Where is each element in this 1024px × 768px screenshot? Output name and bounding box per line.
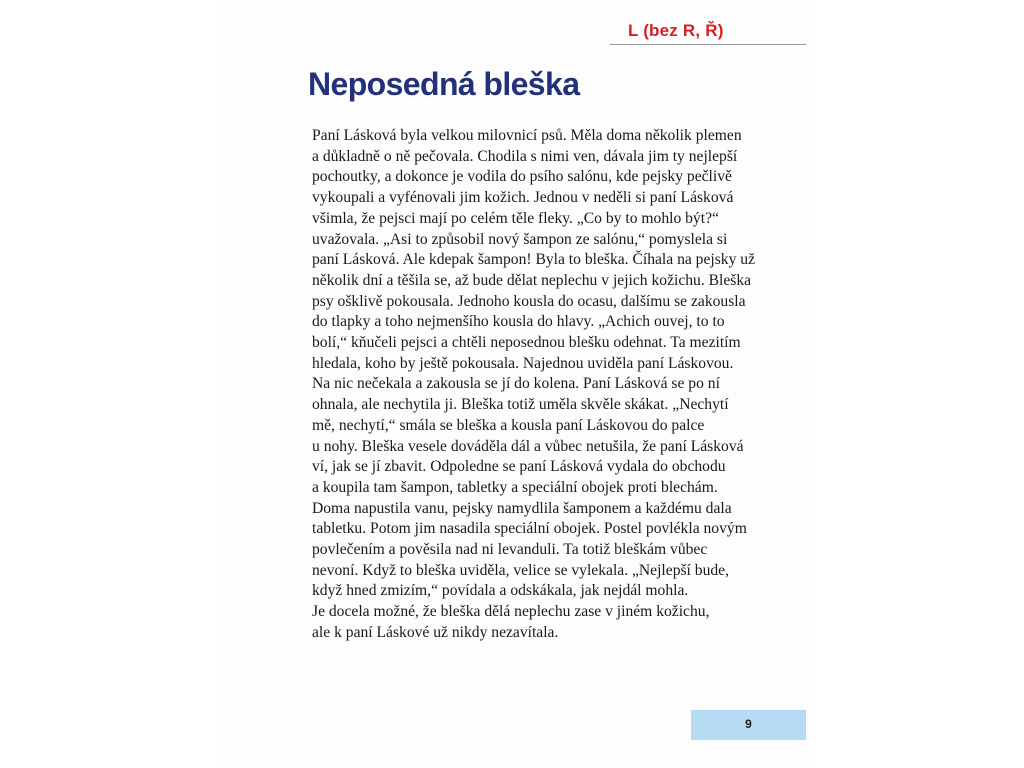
text-line: několik dní a těšila se, až bude dělat neplechu v jejich kožichu. Bleška	[312, 271, 752, 289]
text-line: povlečením a pověsila nad ni levanduli. Ta totiž bleškám vůbec	[312, 541, 708, 559]
text-line: všimla, že pejsci mají po celém těle fleky. „Co by to mohlo být?“	[312, 209, 719, 227]
text-line: Paní Lásková byla velkou milovnicí psů. Měla doma několik plemen	[312, 127, 742, 144]
text-line: ale k paní Láskové už nikdy nezavítala.	[312, 623, 559, 641]
text-line: když hned zmizím,“ povídala a odskákala, jak nejdál mohla.	[312, 582, 689, 600]
text-line: vykoupali a vyfénovali jim kožich. Jednou v neděli si paní Lásková	[312, 189, 734, 207]
story-text	[312, 126, 756, 644]
text-line: hledala, koho by ještě pokousala. Najednou uviděla paní Láskovou.	[312, 354, 734, 372]
story-title: Neposedná bleška	[308, 66, 580, 102]
text-line: uvažovala. „Asi to způsobil nový šampon ze salónu,“ pomyslela si	[312, 230, 728, 248]
text-line: pochoutky, a dokonce je vodila do psího salónu, kde pejsky pečlivě	[312, 168, 732, 186]
text-line: Doma napustila vanu, pejsky namydlila šamponem a každému dala	[312, 499, 732, 517]
text-line: nevoní. Když to bleška uviděla, velice se vylekala. „Nejlepší bude,	[312, 561, 729, 579]
text-line: Je docela možné, že bleška dělá neplechu zase v jiném kožichu,	[312, 603, 710, 621]
page-number: 9	[745, 717, 752, 731]
text-line: a koupila tam šampon, tabletky a speciální obojek proti blechám.	[312, 478, 718, 496]
text-line: bolí,“ kňučeli pejsci a chtěli neposednou blešku odehnat. Ta mezitím	[312, 334, 741, 352]
text-line: do tlapky a toho nejmenšího kousla do hlavy. „Achich ouvej, to to	[312, 313, 725, 331]
text-line: ohnala, ale nechytila ji. Bleška totiž uměla skvěle skákat. „Nechytí	[312, 396, 729, 414]
text-line: ví, jak se jí zbavit. Odpoledne se paní Lásková vydala do obchodu	[312, 458, 726, 476]
text-line: mě, nechytí,“ smála se bleška a kousla paní Láskovou do palce	[312, 416, 705, 434]
text-line: psy ošklivě pokousala. Jednoho kousla do ocasu, dalšímu se zakousla	[312, 292, 746, 310]
text-line: Na nic nečekala a zakousla se jí do kolena. Paní Lásková se po ní	[312, 375, 720, 393]
page-number-box	[691, 710, 806, 740]
text-line: u nohy. Bleška vesele dováděla dál a vůbec netušila, že paní Lásková	[312, 437, 744, 455]
text-line: a důkladně o ně pečovala. Chodila s nimi ven, dávala jim ty nejlepší	[312, 147, 738, 165]
running-head	[610, 18, 806, 45]
running-head-label: L (bez R, Ř)	[628, 21, 724, 40]
text-line: paní Lásková. Ale kdepak šampon! Byla to bleška. Číhala na pejsky už	[312, 251, 756, 269]
text-line: tabletku. Potom jim nasadila speciální obojek. Postel povlékla novým	[312, 520, 747, 538]
